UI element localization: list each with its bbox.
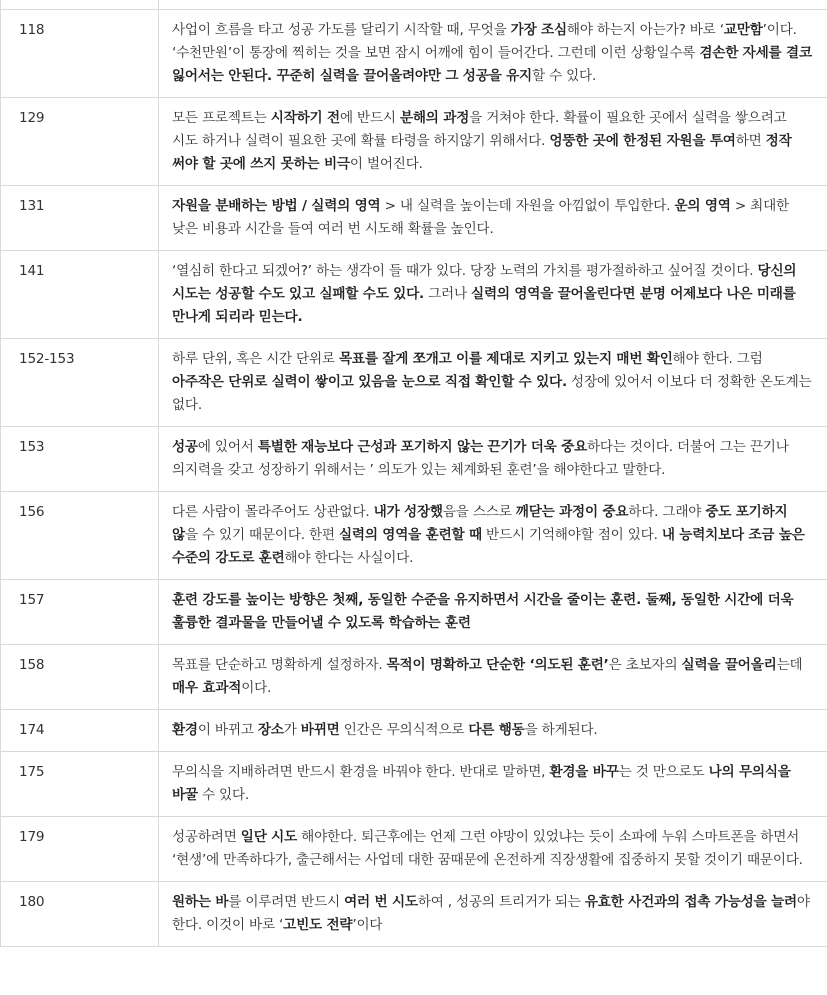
text-segment: 는 것 만으로도 bbox=[618, 764, 709, 780]
note-text-cell bbox=[159, 492, 827, 580]
table-row bbox=[1, 10, 827, 98]
page-number-cell: 152-153 bbox=[1, 339, 159, 427]
emphasized-text: 자원을 분배하는 방법 / 실력의 영역 bbox=[172, 198, 381, 214]
note-text-cell bbox=[159, 645, 827, 710]
note-text-cell bbox=[159, 186, 827, 251]
emphasized-text: 나의 무의식을 바꿀 bbox=[172, 764, 791, 803]
text-segment: 이 벌어진다. bbox=[349, 156, 423, 172]
emphasized-text: 일단 시도 bbox=[240, 829, 298, 845]
page-number-cell: 158 bbox=[1, 645, 159, 710]
note-text-cell bbox=[159, 98, 827, 186]
text-segment: 이 바뀌고 bbox=[197, 722, 258, 738]
page-number-cell: 157 bbox=[1, 580, 159, 645]
page-number-cell: 131 bbox=[1, 186, 159, 251]
emphasized-text: 유효한 사건과의 접촉 가능성을 늘려 bbox=[584, 894, 797, 910]
emphasized-text: 환경 bbox=[172, 722, 198, 738]
emphasized-text: 교만함 bbox=[723, 22, 763, 38]
text-segment: 을 거쳐야 한다. 확률이 필요한 곳에서 실력을 쌓으려고 시도 하거나 실력이 필요한 곳에 확률 타령을 하지않기 위해서다. bbox=[172, 110, 787, 149]
emphasized-text: 훈련 강도를 높이는 방향은 첫째, 동일한 수준을 유지하면서 시간을 줄이는 훈련. 둘째, 동일한 시간에 더욱 훌륭한 결과물을 만들어낼 수 있도록 학습하는 훈련 bbox=[172, 592, 794, 631]
text-segment: 은 초보자의 bbox=[608, 657, 682, 673]
emphasized-text: 목표를 잘게 쪼개고 이를 제대로 지키고 있는지 매번 확인 bbox=[338, 351, 673, 367]
text-segment: 가 bbox=[283, 722, 301, 738]
emphasized-text: 특별한 재능보다 근성과 포기하지 않는 끈기가 더욱 중요 bbox=[257, 439, 587, 455]
emphasized-text: 매우 효과적 bbox=[172, 680, 242, 696]
table-row bbox=[1, 710, 827, 752]
text-segment: 해야 한다는 사실이다. bbox=[284, 550, 414, 566]
note-text-cell bbox=[159, 882, 827, 947]
table-row bbox=[1, 98, 827, 186]
text-segment: 에 있어서 bbox=[197, 439, 258, 455]
text-segment: 해야한다. 퇴근후에는 언제 그런 야망이 있었냐는 듯이 소파에 누워 스마트폰을 하면서 ‘현생’에 만족하다가, 출근해서는 사업데 대한 꿈때문에 온전하게 직장생활에 집중하지 못할 것이기 때문이다. bbox=[172, 829, 803, 868]
emphasized-text: 환경을 바꾸 bbox=[549, 764, 619, 780]
page-number-cell: 156 bbox=[1, 492, 159, 580]
emphasized-text: 운의 영역 bbox=[674, 198, 731, 214]
page-number-cell: 129 bbox=[1, 98, 159, 186]
emphasized-text: 실력의 영역을 훈련할 때 bbox=[338, 527, 482, 543]
table-row bbox=[1, 492, 827, 580]
emphasized-text: 실력의 영역을 끌어올린다면 분명 어제보다 나은 미래를 만나게 되리라 믿는다. bbox=[172, 286, 796, 325]
page-number-cell: 153 bbox=[1, 427, 159, 492]
emphasized-text: 가장 조심 bbox=[510, 22, 567, 38]
note-text-cell bbox=[159, 710, 827, 752]
text-segment: ‘열심히 한다고 되겠어?’ 하는 생각이 들 때가 있다. 당장 노력의 가치를 평가절하하고 싶어질 것이다. bbox=[172, 263, 758, 279]
emphasized-text: 당신의 시도는 성공할 수도 있고 실패할 수도 있다. bbox=[172, 263, 797, 302]
text-segment: 이다. bbox=[241, 680, 272, 696]
note-text-cell bbox=[159, 10, 827, 98]
text-segment: 는데 bbox=[776, 657, 803, 673]
text-segment: 하다. 그래야 bbox=[628, 504, 706, 520]
text-segment: 를 이루려면 반드시 bbox=[228, 894, 345, 910]
text-segment: ’이다 bbox=[352, 917, 383, 933]
text-segment: 에 반드시 bbox=[339, 110, 400, 126]
text-segment: 하면 bbox=[735, 133, 766, 149]
table-row bbox=[1, 427, 827, 492]
text-segment: 하루 단위, 혹은 시간 단위로 bbox=[172, 351, 339, 367]
note-text-cell bbox=[159, 339, 827, 427]
text-segment: 음을 스스로 bbox=[442, 504, 516, 520]
emphasized-text: 엉뚱한 곳에 한정된 자원을 투여 bbox=[549, 133, 736, 149]
page-cell-stub bbox=[1, 0, 159, 10]
note-text-cell bbox=[159, 752, 827, 817]
page-number-cell: 141 bbox=[1, 251, 159, 339]
notes-table-body bbox=[1, 0, 827, 947]
text-segment: 무의식을 지배하려면 반드시 환경을 바꿔야 한다. 반대로 말하면, bbox=[172, 764, 550, 780]
text-segment: 을 수 있기 때문이다. 한편 bbox=[184, 527, 339, 543]
text-segment: 할 수 있다. bbox=[531, 68, 597, 84]
text-segment: 을 하게된다. bbox=[524, 722, 598, 738]
table-row bbox=[1, 186, 827, 251]
text-segment: 인간은 무의식적으로 bbox=[339, 722, 469, 738]
emphasized-text: 고빈도 전략 bbox=[283, 917, 353, 933]
emphasized-text: 여러 번 시도 bbox=[344, 894, 418, 910]
page-number-cell: 180 bbox=[1, 882, 159, 947]
text-segment: 해야 하는지 아는가? 바로 ‘ bbox=[566, 22, 724, 38]
text-segment: 하여 , 성공의 트리거가 되는 bbox=[417, 894, 585, 910]
emphasized-text: 정작 써야 할 곳에 쓰지 못하는 비극 bbox=[172, 133, 792, 172]
emphasized-text: 분해의 과정 bbox=[399, 110, 470, 126]
text-segment: 다른 사람이 몰라주어도 상관없다. bbox=[172, 504, 374, 520]
table-row bbox=[1, 645, 827, 710]
note-text-cell bbox=[159, 580, 827, 645]
text-segment: 그러나 bbox=[424, 286, 472, 302]
emphasized-text: 장소 bbox=[257, 722, 284, 738]
table-row bbox=[1, 339, 827, 427]
emphasized-text: 원하는 바 bbox=[172, 894, 229, 910]
table-row bbox=[1, 580, 827, 645]
table-row bbox=[1, 752, 827, 817]
text-segment: 사업이 흐름을 타고 성공 가도를 달리기 시작할 때, 무엇을 bbox=[172, 22, 511, 38]
text-segment: ’이다. ‘수천만원’이 통장에 찍히는 것을 보면 잠시 어깨에 힘이 들어간다. 그런데 이런 상황일수록 bbox=[172, 22, 797, 61]
text-segment: 해야 한다. 그럼 bbox=[672, 351, 763, 367]
text-segment: 성장에 있어서 이보다 더 정확한 온도계는 없다. bbox=[172, 374, 812, 413]
emphasized-text: 시작하기 전 bbox=[270, 110, 340, 126]
emphasized-text: 중도 포기하지 않 bbox=[172, 504, 788, 543]
text-segment: > 최대한 낮은 비용과 시간을 들여 여러 번 시도해 확률을 높인다. bbox=[172, 198, 789, 237]
page-number-cell: 179 bbox=[1, 817, 159, 882]
emphasized-text: 겸손한 자세를 결코 잃어서는 안된다. 꾸준히 실력을 끌어올려야만 그 성공을 유지 bbox=[172, 45, 812, 84]
note-text-cell bbox=[159, 427, 827, 492]
emphasized-text: 내 능력치보다 조금 높은 수준의 강도로 훈련 bbox=[172, 527, 805, 566]
emphasized-text: 다른 행동 bbox=[468, 722, 525, 738]
text-segment: > 내 실력을 높이는데 자원을 아낌없이 투입한다. bbox=[380, 198, 675, 214]
page-number-cell: 175 bbox=[1, 752, 159, 817]
text-segment: 수 있다. bbox=[197, 787, 250, 803]
table-row bbox=[1, 817, 827, 882]
emphasized-text: 내가 성장했 bbox=[373, 504, 443, 520]
note-text-cell bbox=[159, 251, 827, 339]
text-segment: 야 한다. 이것이 바로 ‘ bbox=[172, 894, 810, 933]
table-row bbox=[1, 882, 827, 947]
emphasized-text: 아주작은 단위로 실력이 쌓이고 있음을 눈으로 직접 확인할 수 있다. bbox=[172, 374, 567, 390]
text-segment: 모든 프로젝트는 bbox=[172, 110, 271, 126]
table-row-stub bbox=[1, 0, 827, 10]
emphasized-text: 성공 bbox=[172, 439, 198, 455]
page-number-cell: 174 bbox=[1, 710, 159, 752]
emphasized-text: 목적이 명확하고 단순한 ‘의도된 훈련’ bbox=[386, 657, 609, 673]
page-number-cell: 118 bbox=[1, 10, 159, 98]
emphasized-text: 실력을 끌어올리 bbox=[681, 657, 777, 673]
text-cell-stub bbox=[159, 0, 827, 10]
note-text-cell bbox=[159, 817, 827, 882]
text-segment: 반드시 기억해야할 점이 있다. bbox=[481, 527, 662, 543]
text-segment: 성공하려면 bbox=[172, 829, 241, 845]
emphasized-text: 바뀌면 bbox=[300, 722, 340, 738]
table-row bbox=[1, 251, 827, 339]
text-segment: 하다는 것이다. 더불어 그는 끈기나 의지력을 갖고 성장하기 위해서는 ’ 의도가 있는 체계화된 훈련’을 해야한다고 말한다. bbox=[172, 439, 789, 478]
emphasized-text: 깨닫는 과정이 중요 bbox=[515, 504, 629, 520]
text-segment: 목표를 단순하고 명확하게 설정하자. bbox=[172, 657, 387, 673]
